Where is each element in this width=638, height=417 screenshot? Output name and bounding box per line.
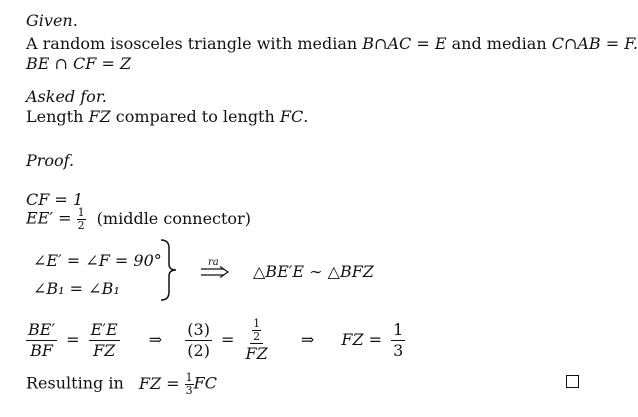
implies-arrow-1: ⇒ xyxy=(148,330,163,350)
math-ab: AB xyxy=(577,34,601,53)
right-brace-icon xyxy=(158,238,180,302)
half-fraction-small: $\frac{1}{2}$ xyxy=(253,317,261,343)
ratio-equation xyxy=(26,318,405,363)
equals-sign-2: = xyxy=(221,330,235,350)
angle-line-2: ∠B₁ = ∠B₁ xyxy=(33,279,120,298)
middle-connector-note: (middle connector) xyxy=(96,208,251,228)
asked-text-2: compared to length xyxy=(115,107,275,126)
asked-heading: Asked for. xyxy=(26,87,107,106)
third-fraction: $\frac{1}{3}$ xyxy=(185,371,193,397)
intersection-symbol: ∩ xyxy=(374,34,388,53)
asked-line xyxy=(26,109,308,125)
resulting-label: Resulting in xyxy=(26,373,124,393)
ratio-be-bf: $\frac{BE'}{BF}$ xyxy=(28,319,56,361)
ee-equation xyxy=(26,207,251,231)
cf-equation: CF = 1 xyxy=(26,190,84,209)
long-implies-arrow-icon xyxy=(200,266,230,278)
resulting-fz: FZ = xyxy=(138,373,180,393)
angle-line-1: ∠E′ = ∠F = 90° xyxy=(33,251,162,270)
resulting-line xyxy=(26,372,217,396)
fz-result-fraction: $\frac{1}{3}$ xyxy=(393,319,404,361)
given-heading: Given. xyxy=(26,11,78,30)
math-ac: AC xyxy=(387,34,412,53)
half-fraction: $\frac{1}{2}$ xyxy=(77,206,85,232)
math-eq-e: = E xyxy=(416,34,447,53)
similarity-statement: △BE′E ∼ △BFZ xyxy=(253,262,374,281)
math-eq-f: = F. xyxy=(605,34,638,53)
implies-arrow-2: ⇒ xyxy=(300,330,315,350)
period: . xyxy=(303,107,309,126)
given-line-2: BE ∩ CF = Z xyxy=(26,54,132,73)
resulting-fc: FC xyxy=(193,373,217,393)
math-c: C xyxy=(551,34,564,53)
math-b: B xyxy=(362,34,375,53)
proof-heading: Proof. xyxy=(26,151,75,170)
fz-result-lhs: FZ = xyxy=(341,330,383,350)
given-text: A random isosceles triangle with median xyxy=(26,34,358,53)
given-text-2: and median xyxy=(451,34,547,53)
ratio-ee-fz: $\frac{E'E}{FZ}$ xyxy=(90,319,118,361)
equals-sign: = xyxy=(66,330,80,350)
ratio-half-fz: $\frac{\frac{1}{2}}{FZ}$ xyxy=(245,317,268,364)
math-fc: FC xyxy=(279,107,304,126)
ratio-3-2: $\frac{(3)}{(2)}$ xyxy=(187,319,210,361)
math-fz: FZ xyxy=(88,107,111,126)
asked-text: Length xyxy=(26,107,84,126)
ee-lhs: EE′ = xyxy=(26,208,72,228)
qed-square-icon xyxy=(566,375,579,388)
given-line-1 xyxy=(26,36,638,52)
intersection-symbol-2: ∩ xyxy=(563,34,578,53)
ra-label: ra xyxy=(208,257,219,268)
